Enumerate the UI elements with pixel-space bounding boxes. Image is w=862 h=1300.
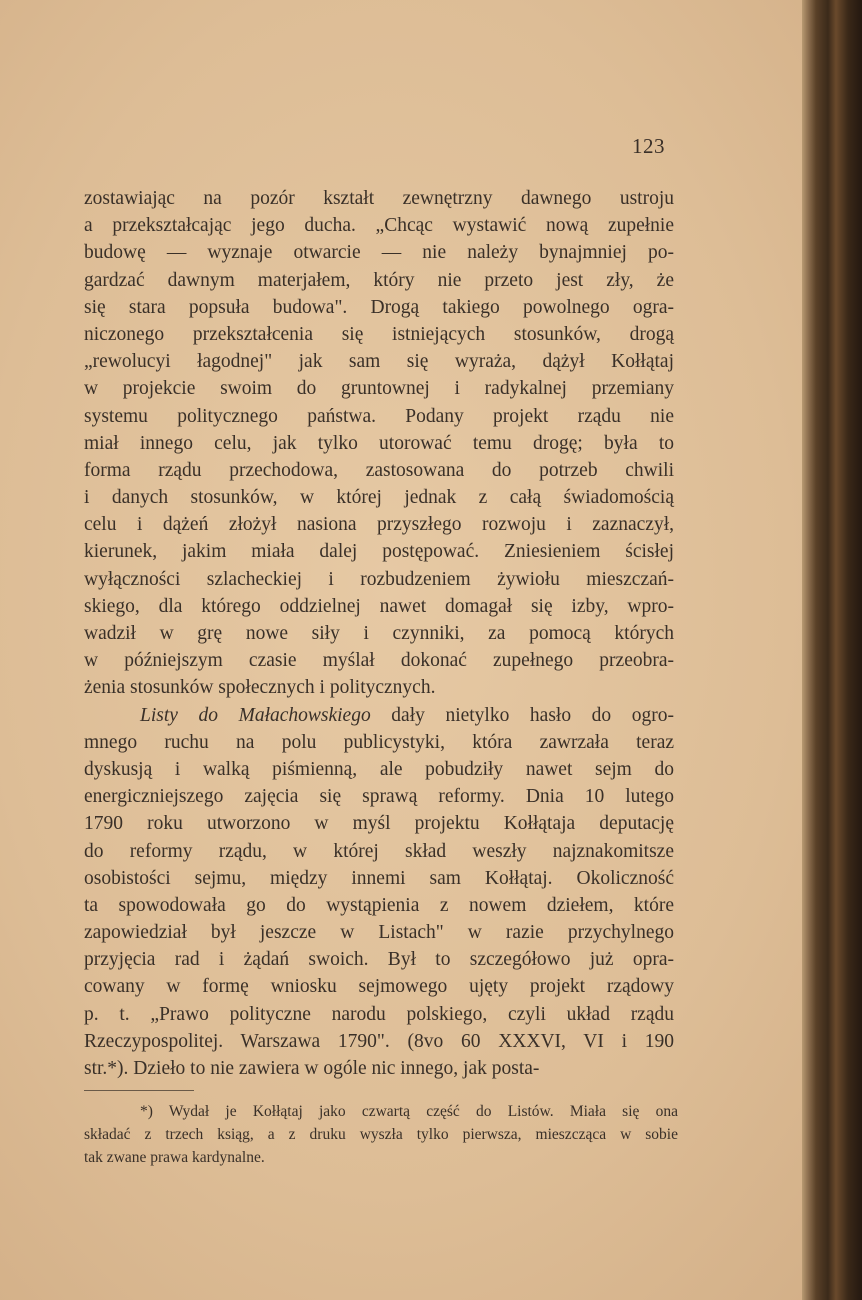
text-line: skiego, dla którego oddzielnej nawet domagał się izby, wpro- bbox=[84, 595, 674, 617]
text-line: w późniejszym czasie myślał dokonać zupełnego przeobra- bbox=[84, 650, 674, 672]
text-line: miał innego celu, jak tylko utorować temu drogę; była to bbox=[84, 432, 674, 454]
text-line: 1790 roku utworzono w myśl projektu Kołłątaja deputację bbox=[84, 813, 674, 835]
footnote-line: składać z trzech ksiąg, a z druku wyszła tylko pierwsza, mieszcząca w sobie bbox=[84, 1126, 678, 1143]
text-line: zostawiając na pozór kształt zewnętrzny dawnego ustroju bbox=[84, 188, 674, 209]
text-line: wyłączności szlacheckiej i rozbudzeniem żywiołu mieszczań- bbox=[84, 568, 674, 590]
text-line: się stara popsuła budowa". Drogą takiego powolnego ogra- bbox=[84, 296, 674, 318]
text-line: gardzać dawnym materjałem, który nie przeto jest zły, że bbox=[84, 269, 674, 291]
paragraph-1 bbox=[84, 185, 674, 702]
text-line: kierunek, jakim miała dalej postępować. Zniesieniem ścisłej bbox=[84, 541, 674, 563]
text-line: żenia stosunków społecznych i politycznych. bbox=[84, 677, 436, 699]
text-line: niczonego przekształcenia się istniejących stosunków, drogą bbox=[84, 323, 674, 345]
text-line: forma rządu przechodowa, zastosowana do potrzeb chwili bbox=[84, 459, 674, 481]
footnote bbox=[84, 1100, 678, 1169]
text-line: ta spowodowała go do wystąpienia z nowem dziełem, które bbox=[84, 894, 674, 916]
text-line: systemu politycznego państwa. Podany projekt rządu nie bbox=[84, 405, 674, 427]
text-fragment: dały nietylko hasło do ogro- bbox=[370, 704, 674, 726]
main-text bbox=[84, 185, 674, 1082]
text-line: mnego ruchu na polu publicystyki, która zawrzała teraz bbox=[84, 731, 674, 753]
text-line: osobistości sejmu, między innemi sam Kołłątaj. Okoliczność bbox=[84, 867, 674, 889]
text-line: str.*). Dzieło to nie zawiera w ogóle nic innego, jak posta- bbox=[84, 1058, 540, 1079]
footnote-line: *) Wydał je Kołłątaj jako czwartą część do Listów. Miała się ona bbox=[140, 1103, 678, 1120]
text-line: zapowiedział był jeszcze w Listach" w razie przychylnego bbox=[84, 922, 674, 944]
footnote-separator bbox=[84, 1090, 194, 1091]
text-line: p. t. „Prawo polityczne narodu polskiego, czyli układ rządu bbox=[84, 1003, 674, 1025]
text-line: w projekcie swoim do gruntownej i radykalnej przemiany bbox=[84, 378, 674, 400]
text-line: budowę — wyznaje otwarcie — nie należy bynajmniej po- bbox=[84, 242, 674, 264]
text-line: i danych stosunków, w której jednak z całą świadomością bbox=[84, 487, 674, 509]
book-spine-edge bbox=[802, 0, 862, 1300]
text-line: dyskusją i walką piśmienną, ale pobudziły nawet sejm do bbox=[84, 758, 674, 780]
text-line: cowany w formę wniosku sejmowego ujęty projekt rządowy bbox=[84, 976, 674, 998]
text-line: wadził w grę nowe siły i czynniki, za pomocą których bbox=[84, 623, 674, 644]
paragraph-2 bbox=[84, 702, 674, 1083]
text-line: energiczniejszego zajęcia się sprawą reformy. Dnia 10 lutego bbox=[84, 786, 674, 808]
text-line: Rzeczypospolitej. Warszawa 1790". (8vo 60 XXXVI, VI i 190 bbox=[84, 1030, 674, 1052]
page-number: 123 bbox=[632, 134, 665, 158]
text-line bbox=[84, 702, 674, 729]
text-line: „rewolucyi łagodnej" jak sam się wyraża, dążył Kołłątaj bbox=[84, 351, 674, 373]
text-line: celu i dążeń złożył nasiona przyszłego rozwoju i zaznaczył, bbox=[84, 514, 674, 536]
italic-title: Listy do Małachowskiego bbox=[140, 704, 371, 726]
footnote-line: tak zwane prawa kardynalne. bbox=[84, 1149, 265, 1166]
text-line: do reformy rządu, w której skład weszły najznakomitsze bbox=[84, 840, 674, 862]
text-line: przyjęcia rad i żądań swoich. Był to szczegółowo już opra- bbox=[84, 949, 674, 971]
text-line: a przekształcając jego ducha. „Chcąc wystawić nową zupełnie bbox=[84, 215, 674, 237]
